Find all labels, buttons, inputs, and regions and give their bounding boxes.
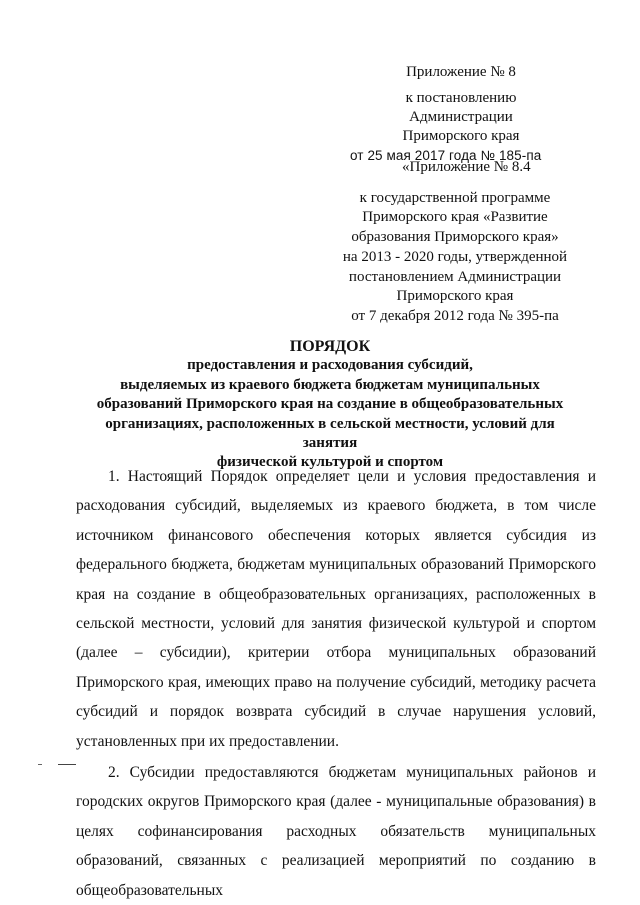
annex-8-line-2: Администрации Приморского края (402, 109, 520, 144)
annex-8-4-line: на 2013 - 2020 годы, утвержденной (342, 248, 568, 265)
document-title-line: предоставления и расходования субсидий, (187, 357, 473, 374)
paragraph-2: 2. Субсидии предоставляются бюджетам муниципальных районов и городских округов Приморского края (далее - муниципальные образования) в целях софинансирования расходных обязательств муниципальных образований, связанных с реализацией мероприятий по созданию в общеобразовательных (76, 764, 596, 899)
document-title (80, 337, 580, 473)
document-title-line: физической культурой и спортом (216, 454, 444, 471)
annex-8-4-line: от 7 декабря 2012 года № 395-па (351, 307, 559, 324)
document-title-line: организациях, расположенных в сельской местности, условий для занятия (105, 415, 555, 452)
paragraph-1: 1. Настоящий Порядок определяет цели и условия предоставления и расходования субсидий, выделяемых из краевого бюджета, в том числе источником финансового обеспечения которых является субсидия из федерального бюджета, бюджетам муниципальных образований Приморского края на создание в общеобразовательных организациях, расположенных в сельской местности, условий для занятия физической культурой и спортом (далее – субсидии), критерии отбора муниципальных образований Приморского края, имеющих право на получение субсидий, методику расчета субсидий и порядок возврата субсидий в случае нарушения условий, установленных при их предоставлении. (76, 468, 596, 750)
annex-8-4-header (340, 158, 570, 327)
document-title-line: выделяемых из краевого бюджета бюджетам муниципальных (120, 376, 540, 393)
annex-8-title: Приложение № 8 (406, 64, 516, 80)
decree-date-stamp: от 25 мая 2017 года № 185-па (350, 148, 542, 163)
margin-mark (38, 764, 78, 766)
annex-8-4-line: образования Приморского края» (351, 229, 559, 246)
annex-8-4-line: постановлением Администрации (348, 268, 562, 285)
annex-8-4-line: к государственной программе (359, 189, 551, 206)
annex-8-header (350, 63, 542, 165)
document-body (76, 462, 596, 905)
annex-8-4-title: «Приложение № 8.4 (402, 159, 531, 175)
annex-8-4-line: Приморского края «Развитие (362, 209, 548, 226)
document-title-line: образований Приморского края на создание в общеобразовательных (96, 396, 564, 413)
annex-8-line-1: к постановлению (405, 90, 517, 106)
annex-8-4-line: Приморского края (396, 288, 514, 305)
document-title-main: ПОРЯДОК (289, 338, 371, 355)
